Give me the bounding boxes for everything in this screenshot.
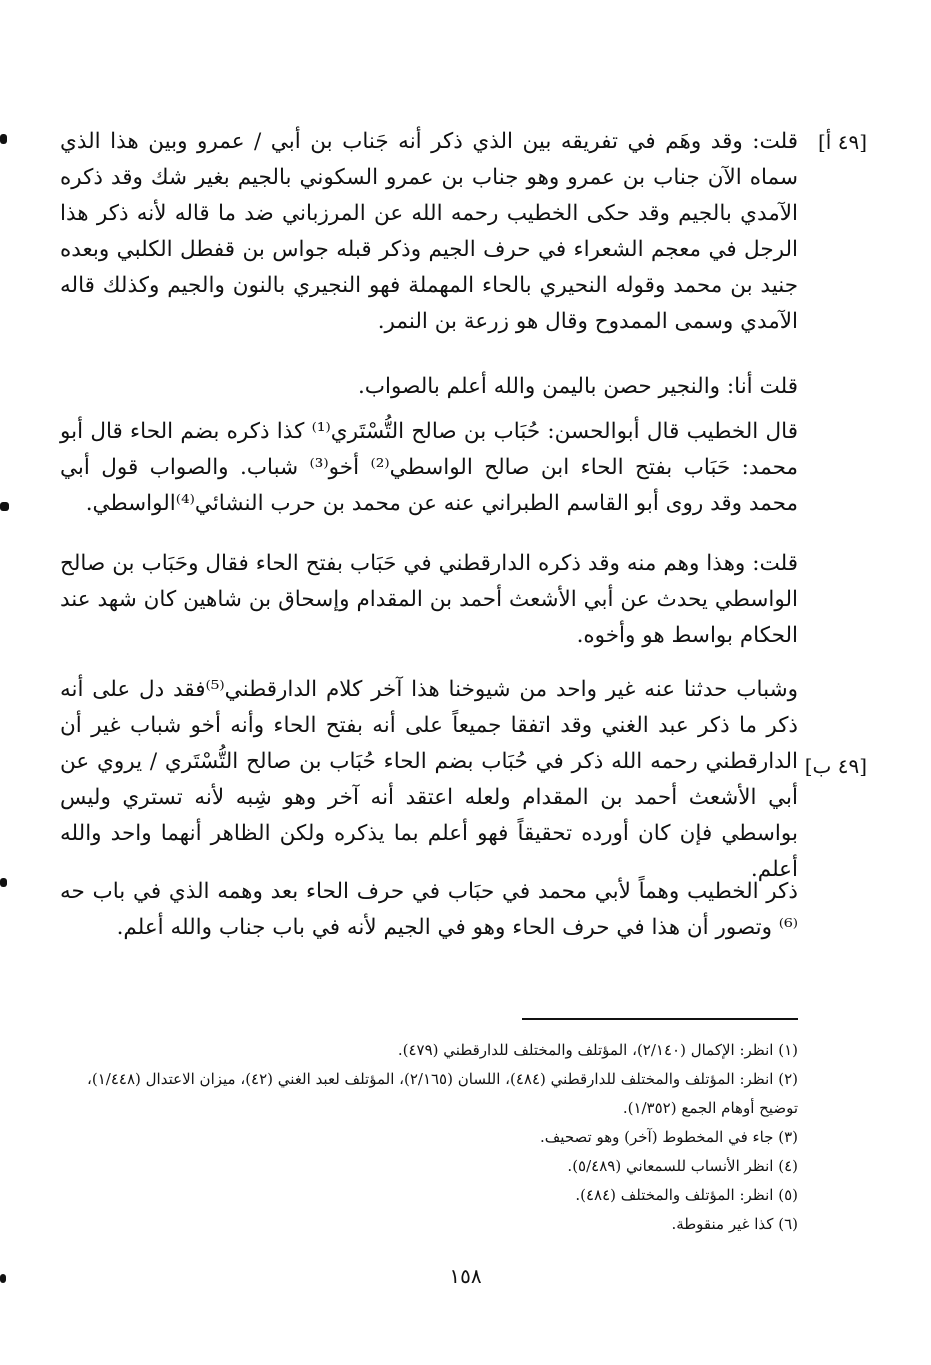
folio-ref-49a: [٤٩ أ] xyxy=(817,130,867,154)
paragraph-6: ذكر الخطيب وهماً لأبي محمد في حبَاب في حرف الحاء بعد وهمه الذي في باب حه ⁽⁶⁾ وتصور أن هذا في حرف الحاء وهو في الجيم لأنه في باب جناب والله أعلم. xyxy=(60,879,798,940)
footnote-3: (٣) جاء في المخطوط (آخر) وهو تصحيف. xyxy=(540,1128,798,1146)
footnote-5: (٥) انظر: المؤتلف والمختلف (٤٨٤). xyxy=(575,1186,798,1204)
footnote-2: (٢) انظر: المؤتلف والمختلف للدارقطني (٤٨٤)، اللسان (٢/١٦٥)، المؤتلف لعبد الغني (٤٢)، ميزان الاعتدال (١/٤٤٨)، توضيح أوهام الجمع (١/٣٥٢). xyxy=(87,1070,798,1117)
scan-edge-mark xyxy=(0,134,7,144)
paragraph-2: قلت أنا: والنجير حصن باليمن والله أعلم بالصواب. xyxy=(357,374,798,399)
paragraph-4: قلت: وهذا وهم منه وقد ذكره الدارقطني في حَبَاب بفتح الحاء فقال وحَبَاب بن صالح الواسطي يحدث عن أبي الأشعث أحمد بن المقدام وإسحاق بن شاهين كان شهد عند الحكام بواسط هو وأخوه. xyxy=(60,551,798,648)
footnote-4: (٤) انظر الأنساب للسمعاني (٥/٤٨٩). xyxy=(567,1157,798,1175)
footnotes xyxy=(64,1036,798,1239)
paragraph-1: قلت: وقد وهَم في تفريقه بين الذي ذكر أنه جَناب بن أبي / عمرو وبين هذا الذي سماه الآن جناب بن عمرو وهو جناب بن عمرو السكوني بالجيم بغير شك وقد ذكره الآمدي بالجيم وقد حكى الخطيب رحمه الله عن المرزباني ضد ما قاله لأنه ذكر هذا الرجل في معجم الشعراء في حرف الجيم وذكر قبله جواس بن قفطل الكلبي وبعده جنيد بن محمد وقوله النحيري بالحاء المهملة فهو النجيري بالنون والجيم وكذلك قاله الآمدي وسمى الممدوح وقال هو زرعة بن النمر. xyxy=(60,129,798,334)
paragraph-3: قال الخطيب قال أبوالحسن: حُبَاب بن صالح التُّسْتَري⁽¹⁾ كذا ذكره بضم الحاء قال أبو محمد: حَبَاب بفتح الحاء ابن صالح الواسطي⁽²⁾ أخو⁽³⁾ شباب. والصواب قول أبي محمد وقد روى أبو القاسم الطبراني عنه عن محمد بن حرب النشائي⁽⁴⁾الواسطي. xyxy=(60,419,799,516)
footnote-6: (٦) كذا غير منقوطة. xyxy=(671,1215,798,1233)
folio-ref-49b: [٤٩ ب] xyxy=(804,754,867,778)
footnote-1: (١) انظر: الإكمال (٢/١٤٠)، المؤتلف والمختلف للدارقطني (٤٧٩). xyxy=(397,1041,798,1059)
scan-edge-mark xyxy=(0,1274,6,1283)
footnote-separator xyxy=(522,1018,798,1020)
scan-edge-mark xyxy=(0,502,9,511)
page-number: ١٥٨ xyxy=(449,1264,482,1288)
scan-edge-mark xyxy=(0,878,7,887)
paragraph-5: وشباب حدثنا عنه غير واحد من شيوخنا هذا آخر كلام الدارقطني⁽⁵⁾فقد دل على أنه ذكر ما ذكر عبد الغني وقد اتفقا جميعاً على أنه بفتح الحاء وأنه أخو شباب غير أن الدارقطني رحمه الله ذكر في حُبَاب بضم الحاء حُبَاب بن صالح التُّسْتَري / يروي عن أبي الأشعث أحمد بن المقدام ولعله اعتقد أنه آخر وهو شِبه لأنه تستري وليس بواسطي فإن كان أورده تحقيقاً فهو أعلم بما يذكره ولكن الظاهر أنهما واحد والله أعلم. xyxy=(60,677,798,882)
